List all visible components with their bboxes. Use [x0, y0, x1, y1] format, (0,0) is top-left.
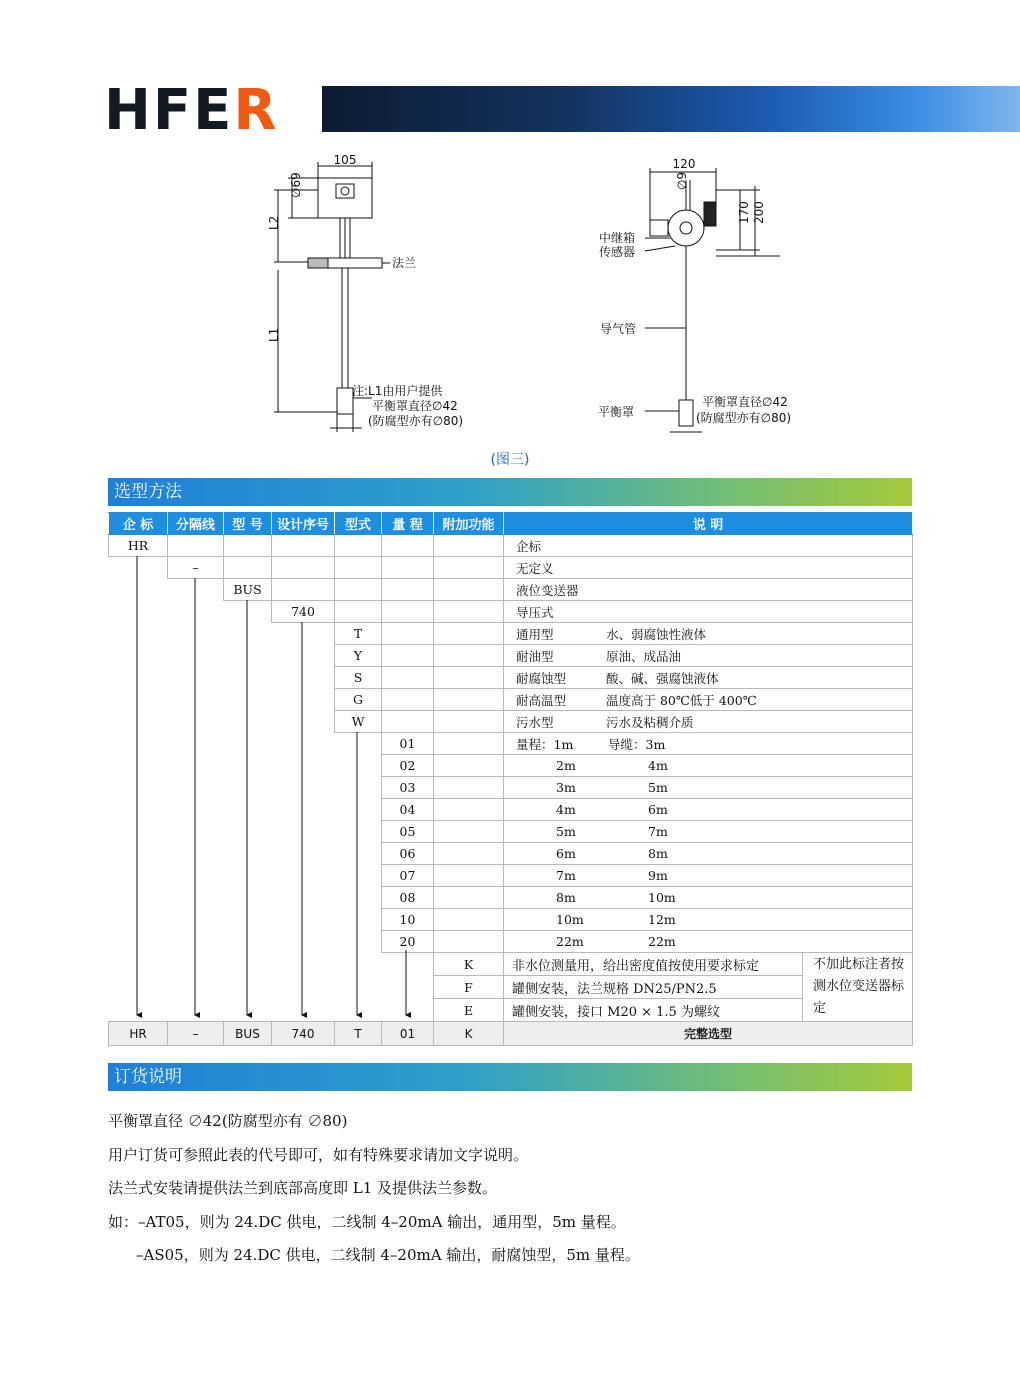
desc-cell: 导压式 — [504, 601, 913, 623]
header-cell: 说 明 — [504, 513, 913, 535]
left-dim-diameter: ∅69 — [289, 172, 303, 198]
code-cell: G — [335, 689, 382, 711]
header-cell: 型 号 — [224, 513, 272, 535]
table-row — [109, 689, 913, 711]
table-row — [109, 799, 913, 821]
table-row — [109, 601, 913, 623]
right-note-line1: 平衡罩直径∅42 — [702, 395, 788, 409]
code-cell: 04 — [382, 799, 434, 821]
left-note-line2: 平衡罩直径∅42 — [372, 399, 458, 413]
desc-cell — [504, 623, 913, 645]
header-cell: 企 标 — [109, 513, 168, 535]
table-header-row — [109, 513, 913, 535]
desc-cell — [504, 865, 913, 887]
table-row — [109, 667, 913, 689]
section-title-ordering: 订货说明 — [108, 1063, 912, 1091]
type-name: 耐油型 — [516, 648, 554, 664]
desc-cell — [504, 777, 913, 799]
desc-cell — [504, 667, 913, 689]
table-row — [109, 909, 913, 931]
code-cell: – — [168, 557, 224, 579]
range-value: 6m — [556, 846, 576, 861]
table-row — [109, 623, 913, 645]
code-cell: F — [434, 976, 504, 999]
cable-value: 5m — [648, 780, 668, 795]
header-cell: 型式 — [335, 513, 382, 535]
cable-value: 7m — [648, 824, 668, 839]
cable-value: 9m — [648, 868, 668, 883]
range-value: 8m — [556, 890, 576, 905]
code-cell: 08 — [382, 887, 434, 909]
header-cell: 分隔线 — [168, 513, 224, 535]
table-row — [109, 711, 913, 733]
type-medium: 温度高于 80℃低于 400℃ — [606, 692, 757, 708]
right-dim-diameter: ∅9 — [675, 171, 689, 190]
type-name: 污水型 — [516, 714, 554, 730]
order-note: 用户订货可参照此表的代号即可，如有特殊要求请加文字说明。 — [108, 1145, 529, 1164]
code-cell: 10 — [382, 909, 434, 931]
code-cell: BUS — [224, 579, 272, 601]
table-row — [109, 999, 913, 1022]
table-row — [109, 953, 913, 976]
header-cell: 附加功能 — [434, 513, 504, 535]
range-value: 4m — [556, 802, 576, 817]
table-row — [109, 865, 913, 887]
right-note-line2: (防腐型亦有∅80) — [696, 411, 792, 425]
code-cell: 06 — [382, 843, 434, 865]
table-row — [109, 931, 913, 953]
left-note-line3: (防腐型亦有∅80) — [368, 414, 464, 428]
desc-cell — [504, 733, 913, 755]
range-value: 量程：1m — [516, 736, 574, 752]
final-code: BUS — [224, 1022, 272, 1046]
table-row — [109, 535, 913, 557]
header-cell: 设计序号 — [272, 513, 335, 535]
order-note: 平衡罩直径 ∅42(防腐型亦有 ∅80) — [108, 1112, 348, 1130]
range-value: 22m — [556, 934, 584, 949]
table-row — [109, 976, 913, 999]
cable-value: 6m — [648, 802, 668, 817]
type-medium: 水、弱腐蚀性液体 — [606, 626, 707, 642]
desc-cell: 无定义 — [504, 557, 913, 579]
header-cell: 量 程 — [382, 513, 434, 535]
label-sensor: 传感器 — [599, 245, 636, 259]
desc-cell — [504, 711, 913, 733]
desc-cell: 罐侧安装，法兰规格 DN25/PN2.5 — [504, 976, 803, 999]
code-cell: 05 — [382, 821, 434, 843]
final-code: T — [335, 1022, 382, 1046]
table-row — [109, 821, 913, 843]
table-row — [109, 887, 913, 909]
code-cell: 20 — [382, 931, 434, 953]
header-banner — [322, 86, 1020, 132]
label-air-tube: 导气管 — [600, 322, 637, 336]
code-cell: K — [434, 953, 504, 976]
right-dim-170: 170 — [737, 201, 751, 224]
table-row — [109, 579, 913, 601]
table-row — [109, 557, 913, 579]
table-row — [109, 755, 913, 777]
desc-cell — [504, 821, 913, 843]
table-row — [109, 645, 913, 667]
code-cell: HR — [109, 535, 168, 557]
order-note: 如：–AT05，则为 24.DC 供电，二线制 4–20mA 输出，通用型，5m 量程。 — [108, 1212, 626, 1231]
table-row — [109, 777, 913, 799]
cable-value: 22m — [648, 934, 676, 949]
extras-note: 不加此标注者按测水位变送器标定 — [803, 953, 913, 1022]
final-code: K — [434, 1022, 504, 1046]
cable-value: 导缆：3m — [608, 736, 666, 752]
desc-cell: 非水位测量用，给出密度值按使用要求标定 — [504, 953, 803, 976]
desc-cell — [504, 909, 913, 931]
type-name: 耐高温型 — [516, 692, 567, 708]
left-note-line1: 注:L1由用户提供 — [352, 384, 443, 398]
desc-cell: 罐侧安装，接口 M20 × 1.5 为螺纹 — [504, 999, 803, 1022]
type-medium: 污水及粘稠介质 — [606, 714, 694, 730]
type-name: 通用型 — [516, 626, 554, 642]
range-value: 7m — [556, 868, 576, 883]
final-selection-row — [109, 1022, 913, 1046]
ordering-notes — [108, 1105, 912, 1273]
code-cell: T — [335, 623, 382, 645]
type-name: 耐腐蚀型 — [516, 670, 567, 686]
table-row — [109, 843, 913, 865]
right-dim-width: 120 — [672, 157, 696, 171]
range-value: 5m — [556, 824, 576, 839]
code-cell: 01 — [382, 733, 434, 755]
code-cell: W — [335, 711, 382, 733]
code-cell: 03 — [382, 777, 434, 799]
logo-text-accent: R — [233, 77, 279, 143]
technical-drawing — [250, 150, 830, 450]
desc-cell: 液位变送器 — [504, 579, 913, 601]
logo-text-main: HFE — [104, 77, 234, 143]
final-label: 完整选型 — [504, 1022, 913, 1046]
label-balance-cover: 平衡罩 — [598, 405, 635, 419]
label-relay-box: 中继箱 — [599, 231, 636, 245]
type-medium: 原油、成品油 — [606, 648, 682, 664]
selection-table — [108, 512, 913, 1046]
cable-value: 12m — [648, 912, 676, 927]
code-cell: E — [434, 999, 504, 1022]
range-value: 10m — [556, 912, 584, 927]
left-dim-l1: L1 — [267, 327, 281, 342]
type-medium: 酸、碱、强腐蚀液体 — [606, 670, 719, 686]
code-cell: S — [335, 667, 382, 689]
left-dim-width: 105 — [333, 153, 357, 167]
order-note: 法兰式安装请提供法兰到底部高度即 L1 及提供法兰参数。 — [108, 1179, 498, 1197]
desc-cell — [504, 689, 913, 711]
range-value: 3m — [556, 780, 576, 795]
desc-cell — [504, 843, 913, 865]
right-dim-200: 200 — [752, 201, 766, 224]
final-code: HR — [109, 1022, 168, 1046]
code-cell: 07 — [382, 865, 434, 887]
desc-cell — [504, 799, 913, 821]
brand-logo — [104, 77, 279, 143]
final-code: 01 — [382, 1022, 434, 1046]
final-code: 740 — [272, 1022, 335, 1046]
code-cell: 740 — [272, 601, 335, 623]
left-dim-l2: L2 — [267, 215, 281, 230]
desc-cell — [504, 931, 913, 953]
range-value: 2m — [556, 758, 576, 773]
code-cell: 02 — [382, 755, 434, 777]
desc-cell — [504, 755, 913, 777]
desc-cell: 企标 — [504, 535, 913, 557]
cable-value: 4m — [648, 758, 668, 773]
desc-cell — [504, 645, 913, 667]
figure-caption: (图三) — [490, 452, 530, 468]
order-note: –AS05，则为 24.DC 供电，二线制 4–20mA 输出，耐腐蚀型，5m 量程。 — [136, 1246, 640, 1264]
section-title-selection: 选型方法 — [108, 478, 912, 506]
code-cell: Y — [335, 645, 382, 667]
desc-cell — [504, 887, 913, 909]
label-flange: 法兰 — [392, 256, 417, 270]
table-row — [109, 733, 913, 755]
final-code: – — [168, 1022, 224, 1046]
cable-value: 10m — [648, 890, 676, 905]
cable-value: 8m — [648, 846, 668, 861]
